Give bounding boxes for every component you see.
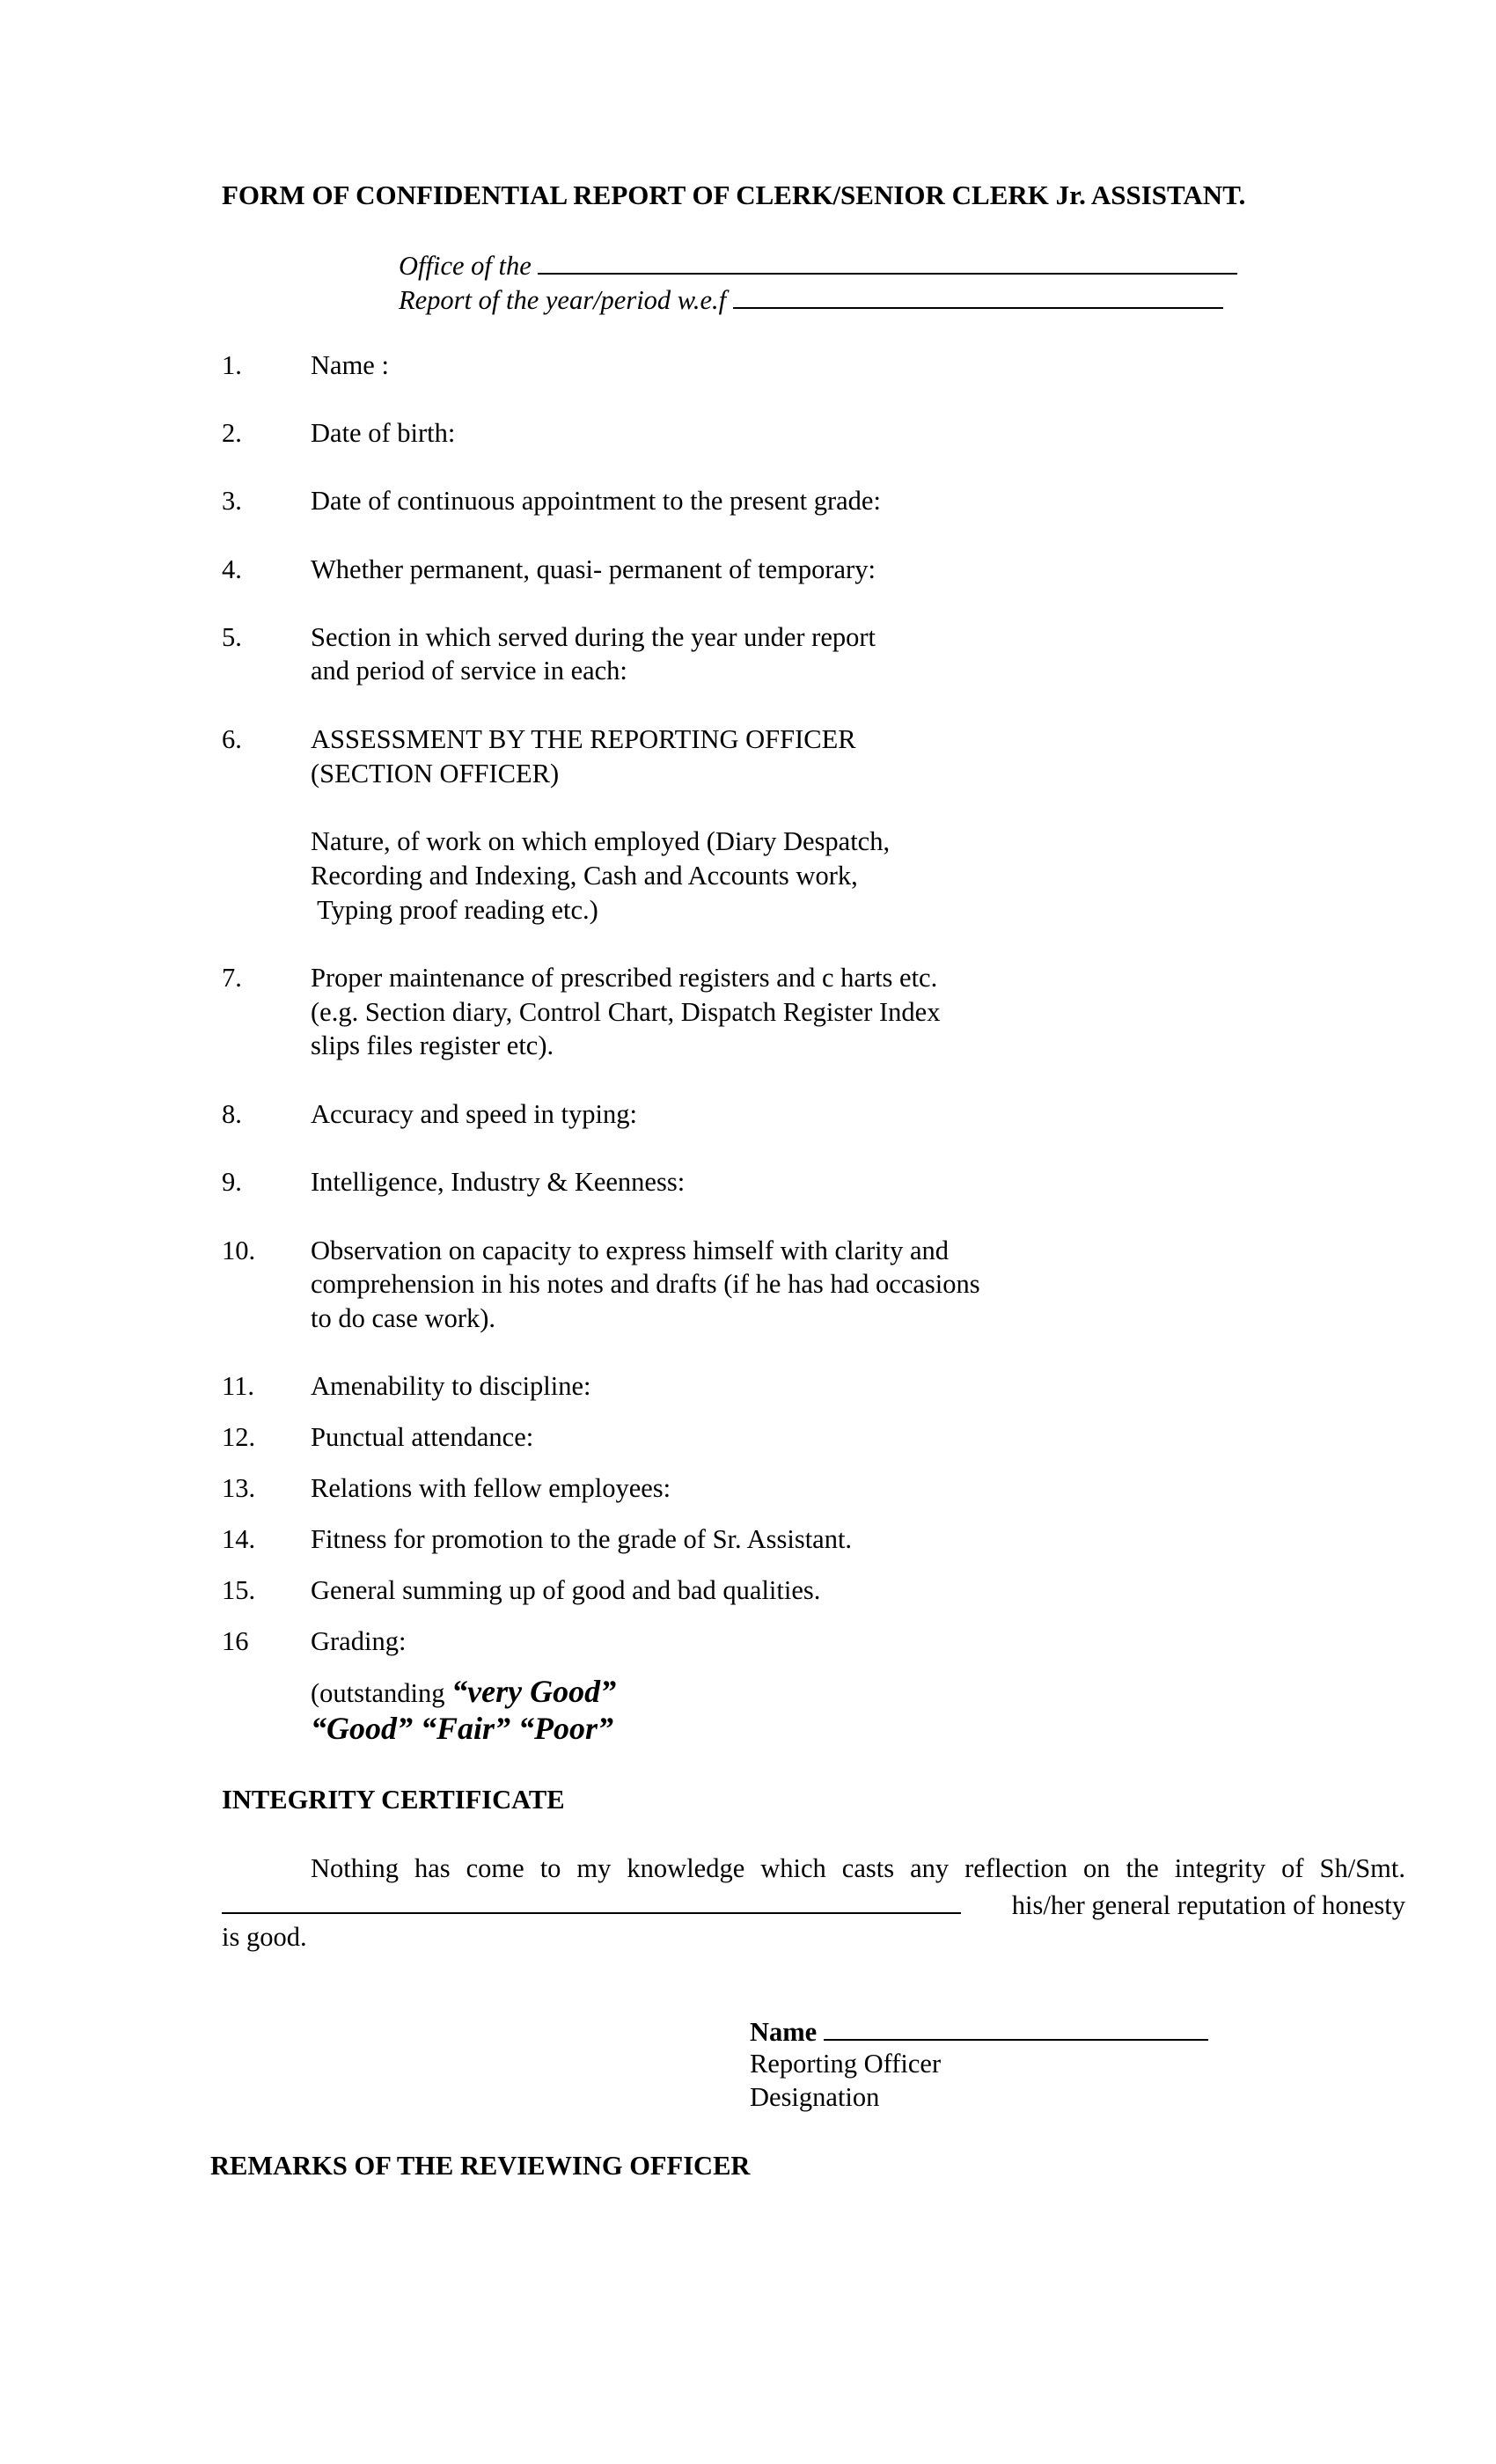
item-registers-label-cont2: slips files register etc).: [311, 1030, 554, 1060]
integrity-reputation-text: his/her general reputation of honesty: [1011, 1890, 1405, 1920]
integrity-heading: INTEGRITY CERTIFICATE: [222, 1785, 565, 1815]
item-appointment-label: Date of continuous appointment to the present grade:: [311, 486, 881, 516]
grading-options-line1: [311, 1675, 616, 1711]
item-number: 11.: [222, 1371, 254, 1401]
item-nature-of-work: Nature, of work on which employed (Diary Despatch,: [311, 826, 891, 856]
item-name-label: Name :: [311, 350, 389, 380]
item-assessment-heading: ASSESSMENT BY THE REPORTING OFFICER: [311, 724, 856, 754]
office-input-line[interactable]: [538, 246, 1237, 275]
item-status-label: Whether permanent, quasi- permanent of temporary:: [311, 554, 876, 584]
signature-name-input-line[interactable]: [824, 2013, 1208, 2041]
signature-role: Reporting Officer: [750, 2049, 942, 2079]
item-number: 4.: [222, 554, 242, 584]
period-label: Report of the year/period w.e.f: [399, 285, 727, 315]
item-number: 12.: [222, 1422, 256, 1452]
item-number: 10.: [222, 1236, 256, 1265]
form-title: FORM OF CONFIDENTIAL REPORT OF CLERK/SENIOR CLERK Jr. ASSISTANT.: [222, 180, 1246, 210]
item-observation-label-cont: comprehension in his notes and drafts (if he has had occasions: [311, 1269, 980, 1299]
item-number: 13.: [222, 1473, 256, 1503]
item-number: 14.: [222, 1524, 256, 1554]
item-number: 15.: [222, 1575, 256, 1605]
signature-designation: Designation: [750, 2082, 880, 2112]
item-registers-label-cont: (e.g. Section diary, Control Chart, Dispatch Register Index: [311, 997, 941, 1027]
grading-options-line2: “Good” “Fair” “Poor”: [311, 1711, 614, 1746]
item-number: 6.: [222, 724, 242, 754]
period-input-line[interactable]: [733, 281, 1223, 309]
item-nature-of-work-cont: Recording and Indexing, Cash and Accounts work,: [311, 861, 858, 891]
period-field: [399, 281, 1223, 318]
remarks-heading: REMARKS OF THE REVIEWING OFFICER: [210, 2151, 751, 2181]
grading-prefix: (outstanding: [311, 1678, 445, 1708]
item-discipline-label: Amenability to discipline:: [311, 1371, 591, 1401]
office-label: Office of the: [399, 251, 532, 281]
item-intelligence-label: Intelligence, Industry & Keenness:: [311, 1167, 686, 1197]
item-number: 5.: [222, 622, 242, 652]
item-number: 3.: [222, 486, 242, 516]
item-promotion-label: Fitness for promotion to the grade of Sr. Assistant.: [311, 1524, 853, 1554]
employee-name-input-line[interactable]: [222, 1886, 961, 1914]
item-number: 2.: [222, 418, 242, 448]
item-attendance-label: Punctual attendance:: [311, 1422, 534, 1452]
grade-very-good: “very Good”: [451, 1674, 617, 1709]
office-field: [399, 246, 1237, 283]
item-nature-of-work-cont2: Typing proof reading etc.): [311, 895, 598, 925]
item-section-label: Section in which served during the year under report: [311, 622, 876, 652]
item-typing-label: Accuracy and speed in typing:: [311, 1099, 637, 1129]
item-number: 9.: [222, 1167, 242, 1197]
integrity-text-line3: is good.: [222, 1922, 307, 1952]
item-number: 8.: [222, 1099, 242, 1129]
item-dob-label: Date of birth:: [311, 418, 456, 448]
item-summing-up-label: General summing up of good and bad qualities.: [311, 1575, 821, 1605]
item-number: 16: [222, 1626, 249, 1656]
integrity-text-line1: Nothing has come to my knowledge which casts any reflection on the integrity of Sh/Smt.: [311, 1853, 1405, 1883]
signature-name-label: Name: [750, 2017, 818, 2047]
item-observation-label-cont2: to do case work).: [311, 1303, 496, 1333]
item-section-label-cont: and period of service in each:: [311, 656, 627, 686]
integrity-text-line2: [222, 1886, 1405, 1923]
signature-name-field: [750, 2013, 1208, 2050]
item-registers-label: Proper maintenance of prescribed registers and c harts etc.: [311, 963, 938, 993]
item-number: 7.: [222, 963, 242, 993]
item-relations-label: Relations with fellow employees:: [311, 1473, 671, 1503]
item-number: 1.: [222, 350, 242, 380]
item-assessment-heading-cont: (SECTION OFFICER): [311, 759, 560, 788]
item-observation-label: Observation on capacity to express himself with clarity and: [311, 1236, 950, 1265]
item-grading-label: Grading:: [311, 1626, 407, 1656]
